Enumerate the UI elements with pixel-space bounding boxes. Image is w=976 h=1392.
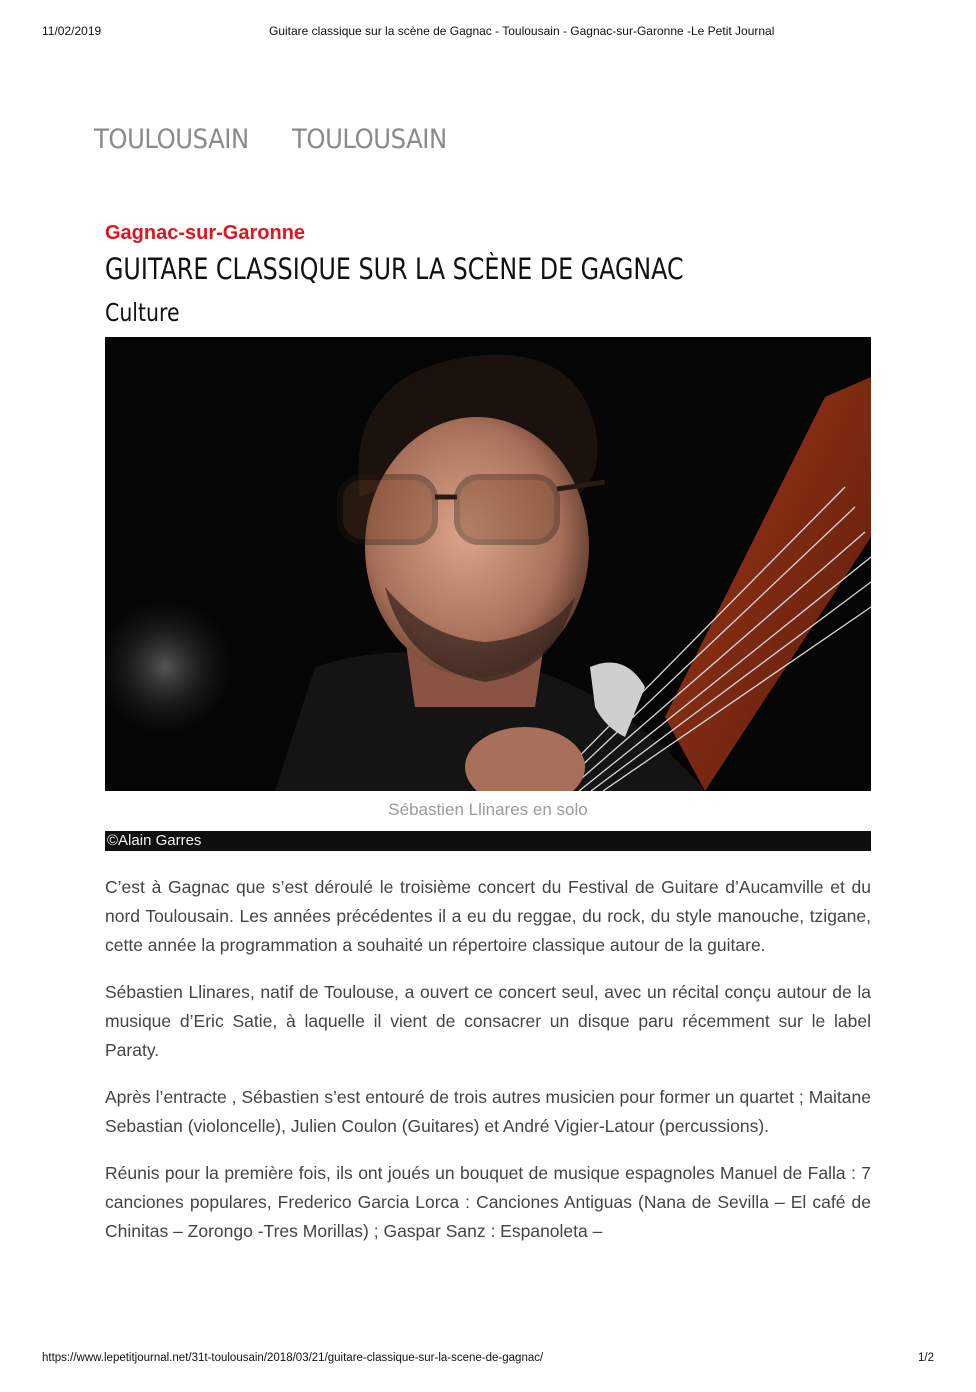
article-photo [105, 337, 871, 791]
brand-logo-right[interactable]: TOULOUSAIN [292, 124, 447, 155]
article-paragraph: C’est à Gagnac que s’est déroulé le troisième concert du Festival de Guitare d’Aucamville et du nord Toulousain. Les années précédentes il a eu du reggae, du rock, du style manouche, tzigane, cette année la programmation a souhaité un répertoire classique autour de la guitare. [105, 877, 871, 955]
article-paragraph: Sébastien Llinares, natif de Toulouse, a ouvert ce concert seul, avec un récital conçu autour de la musique d’Eric Satie, à laquelle il vient de consacrer un disque paru récemment sur le label Paraty. [105, 982, 871, 1060]
location-link[interactable]: Gagnac-sur-Garonne [105, 222, 306, 244]
photo-credit: ©Alain Garres [107, 832, 202, 849]
article-paragraph: Après l’entracte , Sébastien s’est entouré de trois autres musicien pour former un quartet ; Maitane Sebastian (violoncelle), Julien Coulon (Guitares) et André Vigier-Latour (percussions). [105, 1087, 871, 1136]
section-label: Culture [105, 298, 180, 327]
page-number: 1/2 [918, 1352, 934, 1364]
photo-caption: Sébastien Llinares en solo [388, 800, 588, 819]
article-body [105, 873, 871, 1264]
article-headline: GUITARE CLASSIQUE SUR LA SCÈNE DE GAGNAC [105, 252, 684, 286]
print-page-title: Guitare classique sur la scène de Gagnac - Toulousain - Gagnac-sur-Garonne -Le Petit Journal [269, 24, 775, 38]
print-url: https://www.lepetitjournal.net/31t-toulousain/2018/03/21/guitare-classique-sur-la-scene-de-gagnac/ [42, 1352, 544, 1364]
guitarist-photo-illustration [105, 337, 871, 791]
print-date: 11/02/2019 [42, 24, 102, 38]
photo-credit-strip [105, 831, 871, 851]
brand-logo-left[interactable]: TOULOUSAIN [94, 124, 249, 155]
article-paragraph: Réunis pour la première fois, ils ont joués un bouquet de musique espagnoles Manuel de Falla : 7 canciones populares, Frederico Garcia Lorca : Canciones Antiguas (Nana de Sevilla – El café de Chinitas – Zorongo -Tres Morillas) ; Gaspar Sanz : Espanoleta – [105, 1163, 871, 1241]
